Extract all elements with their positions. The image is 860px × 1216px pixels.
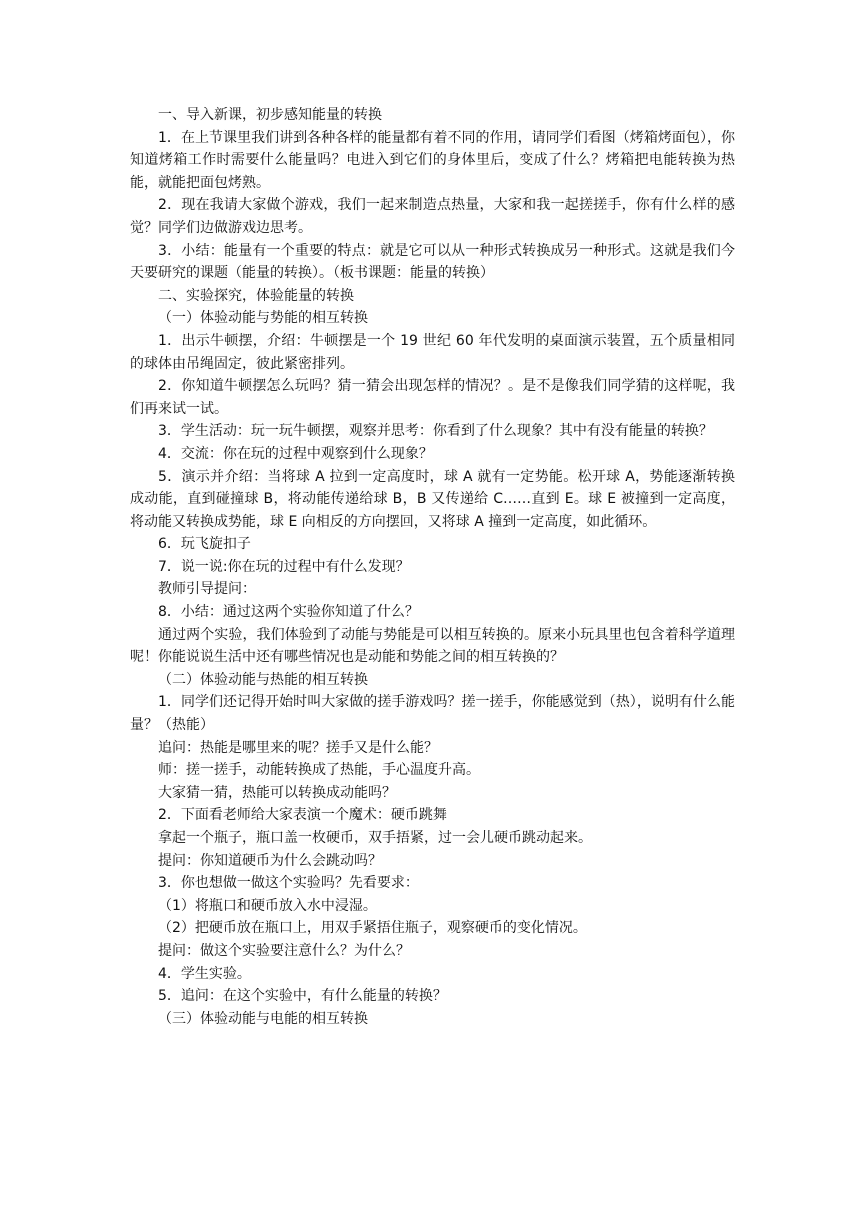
paragraph: 7．说一说:你在玩的过程中有什么发现？ [158, 558, 410, 575]
paragraph: 拿起一个瓶子，瓶口盖一枚硬币，双手捂紧，过一会儿硬币跳动起来。 [158, 830, 592, 846]
section-heading-experiment: 二、实验探究，体验能量的转换 [158, 287, 354, 304]
paragraph: 6．玩飞旋扣子 [158, 536, 251, 553]
paragraph: 2．现在我请大家做个游戏，我们一起来制造点热量，大家和我一起搓搓手，你有什么样的感觉？同学们边做游戏边思考。 [130, 197, 735, 236]
subsection-heading-kinetic-potential: （一）体验动能与势能的相互转换 [158, 310, 368, 327]
subsection-heading-kinetic-thermal: （二）体验动能与热能的相互转换 [158, 671, 368, 688]
paragraph: 1．在上节课里我们讲到各种各样的能量都有着不同的作用，请同学们看图（烤箱烤面包），你知道烤箱工作时需要什么能量吗？电进入到它们的身体里后，变成了什么？烤箱把电能转换为热能，就能把面包烤熟。 [130, 129, 735, 191]
paragraph: 2．下面看老师给大家表演一个魔术：硬币跳舞 [158, 807, 447, 824]
paragraph [130, 240, 735, 285]
paragraph: 1．同学们还记得开始时叫大家做的搓手游戏吗？搓一搓手，你能感觉到（热），说明有什么能量？（热能） [130, 694, 735, 734]
paragraph: 追问：热能是哪里来的呢？搓手又是什么能？ [158, 739, 438, 756]
paragraph: 教师引导提问： [158, 581, 256, 598]
paragraph: （2）把硬币放在瓶口上，用双手紧捂住瓶子，观察硬币的变化情况。 [158, 920, 587, 937]
paragraph: 1．出示牛顿摆，介绍：牛顿摆是一个 19 世纪 60 年代发明的桌面演示装置，五个质量相同的球体由吊绳固定，彼此紧密排列。 [130, 332, 735, 372]
paragraph: 8．小结：通过这两个实验你知道了什么？ [158, 604, 419, 621]
paragraph: 2．你知道牛顿摆怎么玩吗？猜一猜会出现怎样的情况？。是不是像我们同学猜的这样呢，我们再来试一试。 [130, 378, 735, 417]
paragraph: 师：搓一搓手，动能转换成了热能，手心温度升高。 [158, 762, 480, 779]
section-heading-intro: 一、导入新课，初步感知能量的转换 [158, 107, 382, 123]
paragraph: 3．你也想做一做这个实验吗？先看要求： [158, 875, 419, 892]
subsection-heading-kinetic-electric: （三）体验动能与电能的相互转换 [158, 1010, 368, 1027]
paragraph-text: 3．小结：能量有一个重要的特点：就是它可以从一种形式转换成另一种形式。这就是我们今天要研究的课题（能量的转换）。（板书课题：能量的转换） [130, 242, 735, 282]
paragraph: 5．演示并介绍：当将球 A 拉到一定高度时，球 A 就有一定势能。松开球 A，势能逐渐转换成动能，直到碰撞球 B，将动能传递给球 B，B 又传递给 C……直到 E。球 E 被撞到一定高度，将动能又转换成势能，球 E 向相反的方向摆回，又将球 A 撞到一定高度，如此循环。 [130, 468, 735, 530]
paragraph: 4．学生实验。 [158, 965, 251, 982]
paragraph: 提问：做这个实验要注意什么？为什么？ [158, 942, 410, 959]
paragraph: 通过两个实验，我们体验到了动能与势能是可以相互转换的。原来小玩具里也包含着科学道理呢！你能说说生活中还有哪些情况也是动能和势能之间的相互转换的？ [130, 626, 735, 666]
paragraph: 提问：你知道硬币为什么会跳动吗？ [158, 852, 382, 869]
paragraph: 3．学生活动：玩一玩牛顿摆，观察并思考：你看到了什么现象？其中有没有能量的转换？ [158, 423, 713, 440]
paragraph: （1）将瓶口和硬币放入水中浸湿。 [158, 897, 377, 914]
paragraph: 5．追问：在这个实验中，有什么能量的转换？ [158, 988, 447, 1005]
paragraph: 4．交流：你在玩的过程中观察到什么现象？ [158, 445, 433, 462]
paragraph: 大家猜一猜，热能可以转换成动能吗？ [158, 784, 396, 801]
document-body [130, 104, 735, 1030]
